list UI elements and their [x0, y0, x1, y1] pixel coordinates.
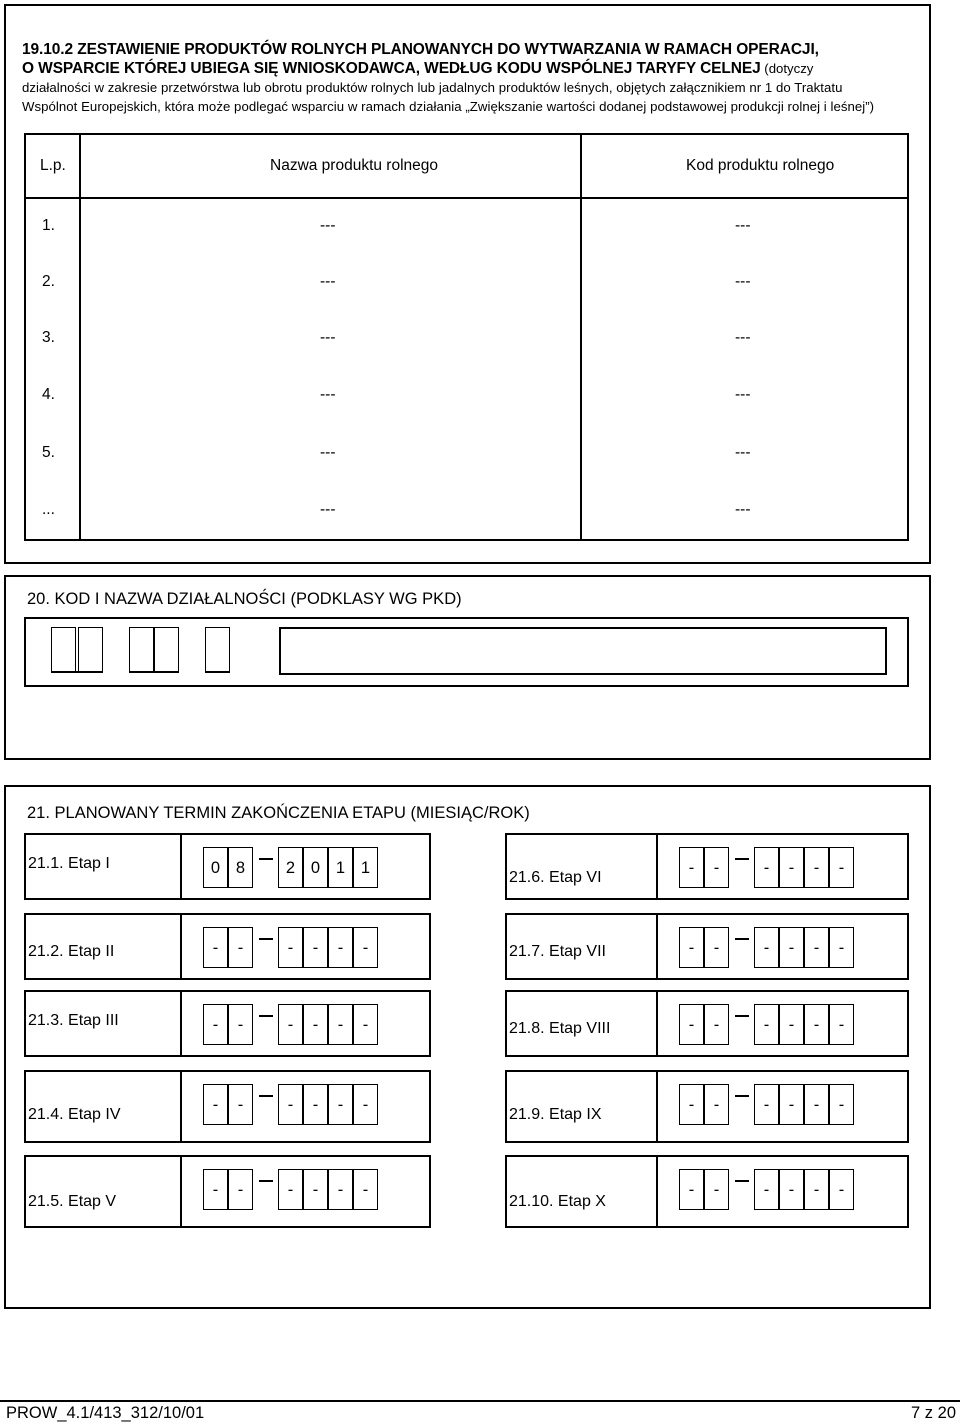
- row-number: 3.: [42, 329, 55, 346]
- year-digit[interactable]: -: [829, 847, 854, 888]
- year-digit[interactable]: -: [303, 1084, 328, 1125]
- month-digit[interactable]: -: [228, 1084, 253, 1125]
- year-digit[interactable]: 1: [328, 847, 353, 888]
- pkd-digit-3[interactable]: [129, 627, 154, 673]
- section-21-title: 21. PLANOWANY TERMIN ZAKOŃCZENIA ETAPU (MIESIĄC/ROK): [27, 804, 530, 822]
- year-digit[interactable]: -: [779, 1004, 804, 1045]
- year-digit[interactable]: -: [278, 927, 303, 968]
- year-digit[interactable]: -: [353, 1084, 378, 1125]
- month-year-separator: [735, 1015, 749, 1017]
- table-header-2: Nazwa produktu rolnego: [270, 157, 439, 174]
- product-name-cell[interactable]: ---: [320, 444, 336, 461]
- pkd-digit-5[interactable]: [205, 627, 230, 673]
- stage-label: 21.7. Etap VII: [509, 943, 606, 960]
- month-digit[interactable]: -: [704, 1169, 729, 1210]
- product-code-cell[interactable]: ---: [735, 501, 751, 518]
- product-code-cell[interactable]: ---: [735, 444, 751, 461]
- title-line-2: O WSPARCIE KTÓREJ UBIEGA SIĘ WNIOSKODAWCA, WEDŁUG KODU WSPÓLNEJ TARYFY CELNEJ: [22, 60, 761, 77]
- year-digit[interactable]: -: [303, 927, 328, 968]
- title-line-4: Wspólnot Europejskich, która może podlegać wsparciu w ramach działania „Zwiększanie wartości dodanej podstawowej produkcji rolnej i leśnej”): [22, 99, 875, 114]
- product-name-cell[interactable]: ---: [320, 217, 336, 234]
- year-digit[interactable]: -: [829, 1004, 854, 1045]
- year-digit[interactable]: -: [328, 1169, 353, 1210]
- year-digit[interactable]: 0: [303, 847, 328, 888]
- row-number: 1.: [42, 217, 55, 234]
- month-year-separator: [735, 938, 749, 940]
- month-digit[interactable]: -: [203, 927, 228, 968]
- stage-label: 21.5. Etap V: [28, 1193, 117, 1210]
- month-year-separator: [259, 938, 273, 940]
- year-digit[interactable]: -: [779, 1084, 804, 1125]
- year-digit[interactable]: -: [328, 927, 353, 968]
- section-20-title: 20. KOD I NAZWA DZIAŁALNOŚCI (PODKLASY WG PKD): [27, 590, 462, 608]
- title-line-3: działalności w zakresie przetwórstwa lub obrotu produktów rolnych lub jadalnych produktów leśnych, objętych załącznikiem nr 1 do Traktatu: [22, 80, 843, 95]
- table-header-1: L.p.: [40, 157, 66, 174]
- year-digit[interactable]: 2: [278, 847, 303, 888]
- year-digit[interactable]: -: [804, 1004, 829, 1045]
- product-name-cell[interactable]: ---: [320, 273, 336, 290]
- month-year-separator: [735, 1180, 749, 1182]
- product-name-cell[interactable]: ---: [320, 329, 336, 346]
- year-digit[interactable]: -: [353, 927, 378, 968]
- year-digit[interactable]: -: [804, 927, 829, 968]
- pkd-digit-1[interactable]: [51, 627, 76, 673]
- month-digit[interactable]: -: [679, 1004, 704, 1045]
- month-digit[interactable]: -: [228, 1004, 253, 1045]
- month-digit[interactable]: -: [704, 847, 729, 888]
- footer-divider: [0, 1400, 960, 1402]
- month-digit[interactable]: -: [203, 1169, 228, 1210]
- pkd-digit-4[interactable]: [154, 627, 179, 673]
- stage-label: 21.10. Etap X: [509, 1193, 606, 1210]
- year-digit[interactable]: -: [328, 1004, 353, 1045]
- year-digit[interactable]: -: [754, 927, 779, 968]
- year-digit[interactable]: -: [278, 1169, 303, 1210]
- month-digit[interactable]: 8: [228, 847, 253, 888]
- row-number: 4.: [42, 386, 55, 403]
- stage-label: 21.9. Etap IX: [509, 1106, 602, 1123]
- year-digit[interactable]: -: [779, 847, 804, 888]
- month-digit[interactable]: -: [203, 1084, 228, 1125]
- product-code-cell[interactable]: ---: [735, 273, 751, 290]
- month-digit[interactable]: -: [228, 927, 253, 968]
- month-digit[interactable]: -: [704, 1084, 729, 1125]
- year-digit[interactable]: -: [779, 927, 804, 968]
- form-code: PROW_4.1/413_312/10/01: [6, 1404, 205, 1422]
- stage-label: 21.1. Etap I: [28, 855, 110, 872]
- month-year-separator: [259, 1015, 273, 1017]
- product-name-cell[interactable]: ---: [320, 501, 336, 518]
- table-header-3: Kod produktu rolnego: [686, 157, 835, 174]
- year-digit[interactable]: -: [754, 847, 779, 888]
- pkd-digit-2[interactable]: [78, 627, 103, 673]
- product-code-cell[interactable]: ---: [735, 386, 751, 403]
- year-digit[interactable]: -: [328, 1084, 353, 1125]
- year-digit[interactable]: -: [804, 847, 829, 888]
- stage-label: 21.6. Etap VI: [509, 869, 602, 886]
- year-digit[interactable]: -: [779, 1169, 804, 1210]
- month-digit[interactable]: -: [704, 1004, 729, 1045]
- year-digit[interactable]: -: [278, 1004, 303, 1045]
- year-digit[interactable]: -: [829, 1169, 854, 1210]
- stage-label: 21.2. Etap II: [28, 943, 115, 960]
- stage-label: 21.3. Etap III: [28, 1012, 119, 1029]
- month-digit[interactable]: -: [228, 1169, 253, 1210]
- month-digit[interactable]: -: [679, 927, 704, 968]
- year-digit[interactable]: -: [754, 1084, 779, 1125]
- stage-label: 21.4. Etap IV: [28, 1106, 121, 1123]
- title-line-2-tail: (dotyczy: [760, 61, 814, 76]
- month-year-separator: [259, 1095, 273, 1097]
- title-line-1: 19.10.2 ZESTAWIENIE PRODUKTÓW ROLNYCH PLANOWANYCH DO WYTWARZANIA W RAMACH OPERACJI,: [22, 41, 819, 58]
- year-digit[interactable]: -: [303, 1004, 328, 1045]
- row-number: ...: [42, 501, 55, 518]
- month-digit[interactable]: -: [203, 1004, 228, 1045]
- year-digit[interactable]: -: [754, 1004, 779, 1045]
- year-digit[interactable]: -: [353, 1004, 378, 1045]
- row-number: 2.: [42, 273, 55, 290]
- year-digit[interactable]: -: [829, 1084, 854, 1125]
- month-year-separator: [259, 858, 273, 860]
- month-digit[interactable]: -: [679, 847, 704, 888]
- year-digit[interactable]: -: [278, 1084, 303, 1125]
- year-digit[interactable]: -: [754, 1169, 779, 1210]
- product-name-cell[interactable]: ---: [320, 386, 336, 403]
- year-digit[interactable]: -: [829, 927, 854, 968]
- products-table: [24, 133, 909, 541]
- section-19-title: [22, 40, 912, 116]
- month-digit[interactable]: -: [679, 1169, 704, 1210]
- year-digit[interactable]: 1: [353, 847, 378, 888]
- page-number: 7 z 20: [911, 1404, 956, 1422]
- month-digit[interactable]: 0: [203, 847, 228, 888]
- row-number: 5.: [42, 444, 55, 461]
- month-year-separator: [735, 1095, 749, 1097]
- month-year-separator: [735, 858, 749, 860]
- month-digit[interactable]: -: [679, 1084, 704, 1125]
- year-digit[interactable]: -: [804, 1084, 829, 1125]
- year-digit[interactable]: -: [353, 1169, 378, 1210]
- month-digit[interactable]: -: [704, 927, 729, 968]
- year-digit[interactable]: -: [804, 1169, 829, 1210]
- product-code-cell[interactable]: ---: [735, 329, 751, 346]
- product-code-cell[interactable]: ---: [735, 217, 751, 234]
- month-year-separator: [259, 1180, 273, 1182]
- pkd-name-field[interactable]: [279, 627, 887, 675]
- year-digit[interactable]: -: [303, 1169, 328, 1210]
- stage-label: 21.8. Etap VIII: [509, 1020, 611, 1037]
